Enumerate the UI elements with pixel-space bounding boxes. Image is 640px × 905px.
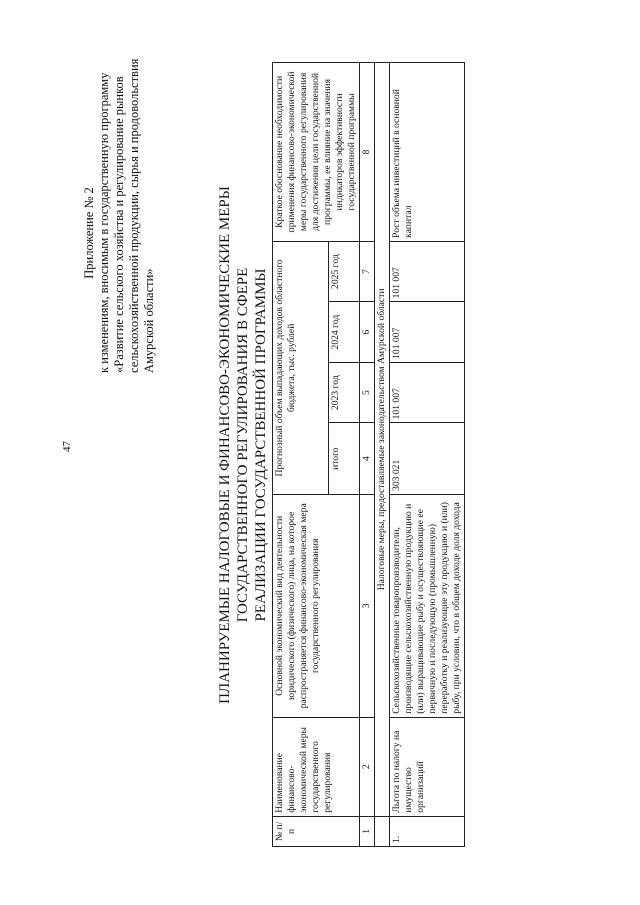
appendix-body: к изменениям, вносимым в государственную программу «Развитие сельского хозяйства и регулирование рынков сельскохозяйственной продукции, сырья и продовольствия Амурской области» (97, 58, 156, 373)
header-row-1 (273, 63, 329, 847)
appendix-block (82, 53, 157, 373)
header-activity: Основной экономический вид деятельности юридического (физического) лица, на которое распространяется финансово-экономическая мера государственного регулирования (273, 494, 360, 717)
row-2023: 101 007 (390, 362, 465, 423)
title-line-2: ГОСУДАРСТВЕННОГО РЕГУЛИРОВАНИЯ В СФЕРЕ (235, 267, 251, 623)
title-line-1: ПЛАНИРУЕМЫЕ НАЛОГОВЫЕ И ФИНАНСОВО-ЭКОНОМИЧЕСКИЕ МЕРЫ (217, 186, 233, 704)
document-title (216, 145, 270, 745)
row-num: 1. (390, 816, 465, 846)
title-line-3: РЕАЛИЗАЦИИ ГОСУДАРСТВЕННОЙ ПРОГРАММЫ (253, 268, 269, 622)
column-number: 1 (360, 816, 375, 846)
header-2024: 2024 год (328, 302, 359, 363)
column-number: 8 (360, 63, 375, 242)
appendix-title: Приложение № 2 (82, 187, 96, 279)
header-2023: 2023 год (328, 362, 359, 423)
header-2025: 2025 год (328, 241, 359, 302)
header-forecast: Прогнозный объем выпадающих доходов областного бюджета, тыс. рублей (273, 241, 329, 494)
column-number: 6 (360, 302, 375, 363)
column-number: 5 (360, 362, 375, 423)
header-total: итого (328, 423, 359, 495)
row-2025: 101 007 (390, 241, 465, 302)
row-2024: 101 007 (390, 302, 465, 363)
header-num: № п/п (273, 816, 360, 846)
header-rationale: Краткое обоснование необходимости применения финансово-экономической меры государственного регулирования для достижения цели государственной программы, ее влияние на значения индикаторов эффективности государственной программы (273, 63, 360, 242)
column-number-row (360, 63, 375, 847)
row-activity: Сельскохозяйственные товаропроизводители, производящие сельскохозяйственную продукцию и (или) выращивающие рыбу и осуществляющие ее первичную и последующую (промышленную) переработку и реализующие эту продукцию и (или) рыбу, при условии, что в общем доходе доля дохода (390, 494, 465, 717)
row-rationale: Рост объема инвестиций в основной капитал (390, 63, 465, 242)
section-spacer (375, 816, 390, 846)
section-row (375, 63, 390, 847)
row-total: 303 021 (390, 423, 465, 495)
section-title: Налоговые меры, предоставляемые законодательством Амурской области (375, 63, 390, 817)
table-row (390, 63, 465, 847)
column-number: 2 (360, 717, 375, 816)
header-name: Наименование финансово-экономической меры государственного регулирования (273, 717, 360, 816)
page-number: 47 (61, 441, 73, 452)
column-number: 7 (360, 241, 375, 302)
measures-table (272, 62, 465, 847)
column-number: 4 (360, 423, 375, 495)
column-number: 3 (360, 494, 375, 717)
row-name: Льгота по налогу на имущество организаций (390, 717, 465, 816)
